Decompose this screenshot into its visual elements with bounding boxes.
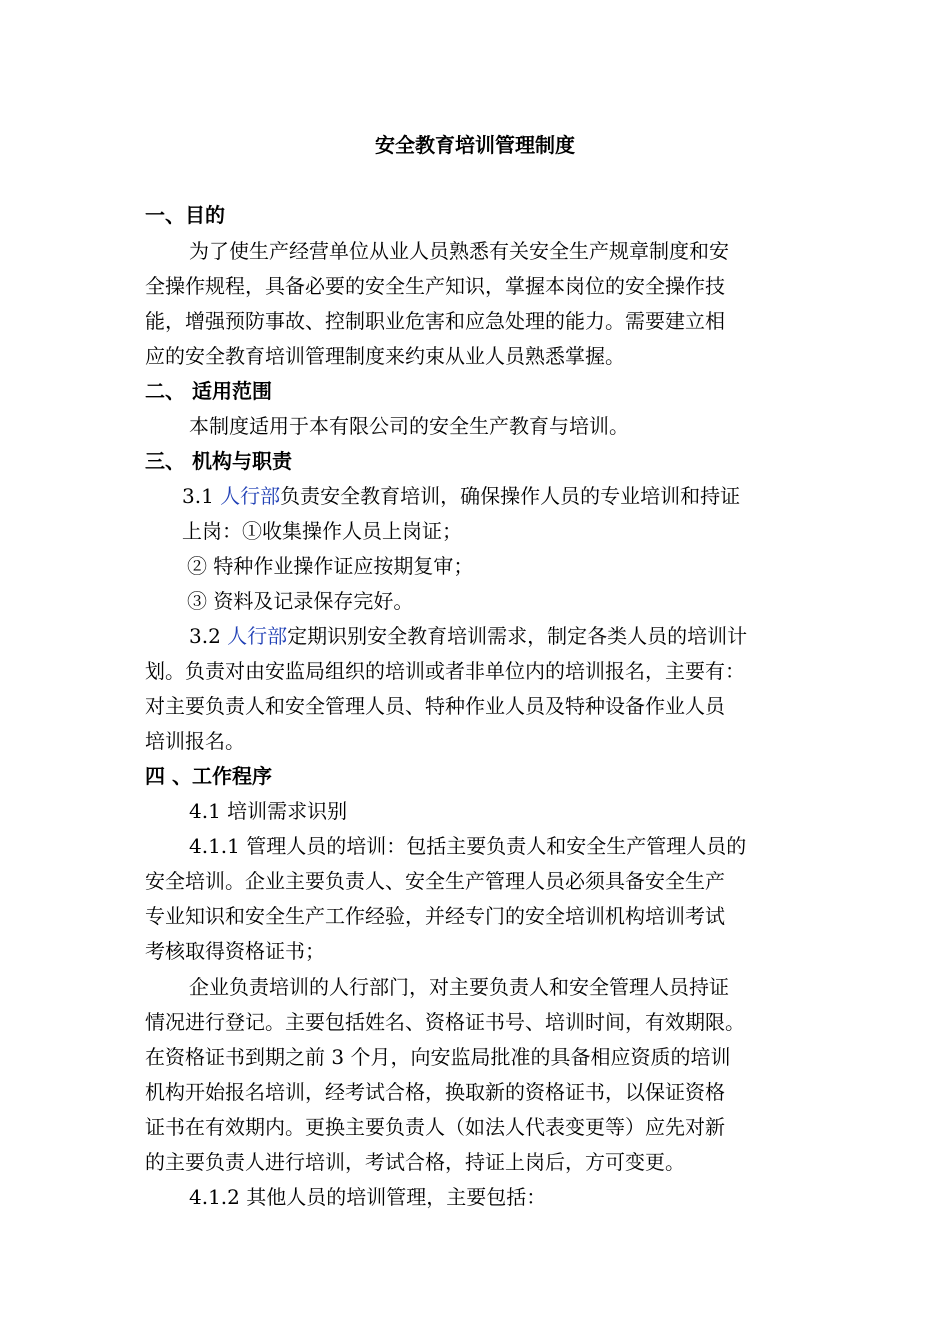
paragraph-line: ② 特种作业操作证应按期复审；	[187, 554, 474, 578]
section-heading-purpose: 一、目的	[145, 203, 225, 227]
paragraph-line: 培训报名。	[145, 729, 245, 753]
paragraph-line: 机构开始报名培训，经考试合格，换取新的资格证书，以保证资格	[145, 1080, 725, 1104]
paragraph-line: 划。负责对由安监局组织的培训或者非单位内的培训报名，主要有：	[145, 659, 745, 683]
paragraph-line: 为了使生产经营单位从业人员熟悉有关安全生产规章制度和安	[189, 239, 729, 263]
item-3-1-line	[182, 481, 740, 511]
paragraph-line: 4.1.1 管理人员的培训：包括主要负责人和安全生产管理人员的	[189, 834, 747, 858]
paragraph-line: ③ 资料及记录保存完好。	[187, 589, 414, 613]
subsection-heading: 4.1 培训需求识别	[189, 799, 348, 823]
section-heading-organization: 三、 机构与职责	[145, 449, 292, 473]
paragraph-line: 对主要负责人和安全管理人员、特种作业人员及特种设备作业人员	[145, 694, 725, 718]
paragraph-line: 的主要负责人进行培训，考试合格，持证上岗后，方可变更。	[145, 1150, 685, 1174]
item-number: 3.2	[189, 624, 228, 648]
paragraph-line: 应的安全教育培训管理制度来约束从业人员熟悉掌握。	[145, 344, 625, 368]
paragraph-line: 安全培训。企业主要负责人、安全生产管理人员必须具备安全生产	[145, 869, 725, 893]
paragraph-line: 上岗：①收集操作人员上岗证；	[182, 519, 462, 543]
paragraph-line: 全操作规程，具备必要的安全生产知识，掌握本岗位的安全操作技	[145, 274, 725, 298]
paragraph-line: 能，增强预防事故、控制职业危害和应急处理的能力。需要建立相	[145, 309, 725, 333]
hr-department-link[interactable]: 人行部	[220, 484, 281, 508]
paragraph-line: 证书在有效期内。更换主要负责人（如法人代表变更等）应先对新	[145, 1115, 725, 1139]
paragraph-line: 情况进行登记。主要包括姓名、资格证书号、培训时间，有效期限。	[145, 1010, 745, 1034]
paragraph-line: 在资格证书到期之前 3 个月，向安监局批准的具备相应资质的培训	[145, 1045, 731, 1069]
item-text: 定期识别安全教育培训需求，制定各类人员的培训计	[287, 624, 748, 648]
document-title: 安全教育培训管理制度	[375, 133, 575, 157]
paragraph-line: 考核取得资格证书；	[145, 939, 325, 963]
hr-department-link[interactable]: 人行部	[227, 624, 288, 648]
paragraph-line: 企业负责培训的人行部门，对主要负责人和安全管理人员持证	[189, 975, 729, 999]
item-number: 3.1	[182, 484, 221, 508]
paragraph-line: 专业知识和安全生产工作经验，并经专门的安全培训机构培训考试	[145, 904, 725, 928]
section-heading-scope: 二、 适用范围	[145, 379, 272, 403]
paragraph-line: 本制度适用于本有限公司的安全生产教育与培训。	[189, 414, 629, 438]
item-text: 负责安全教育培训，确保操作人员的专业培训和持证	[280, 484, 741, 508]
section-heading-procedure: 四 、工作程序	[145, 764, 272, 788]
item-3-2-line	[189, 621, 747, 651]
paragraph-line: 4.1.2 其他人员的培训管理，主要包括：	[189, 1185, 547, 1209]
